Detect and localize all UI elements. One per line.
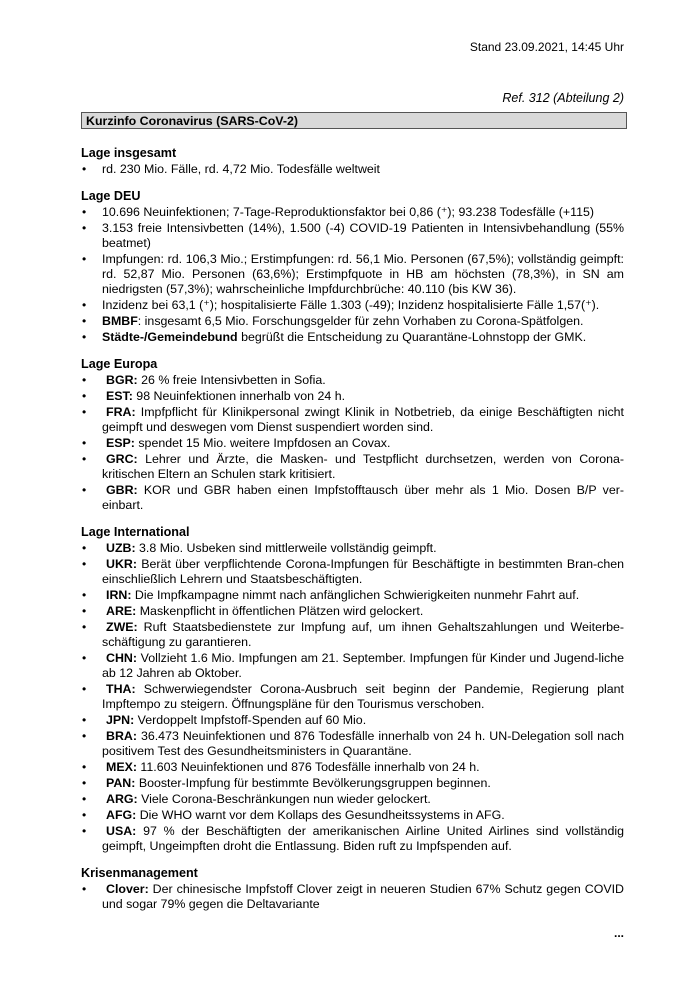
item-keyword: FRA: bbox=[106, 405, 136, 419]
item-keyword: PAN: bbox=[106, 776, 136, 790]
item-text: Schwerwiegendster Corona-Ausbruch seit beginn der Pandemie, Regierung plant Impftempo zu steigern. Öffnungspläne für den Tourismus verschoben. bbox=[102, 682, 624, 711]
bullet-icon: • bbox=[82, 808, 87, 822]
item-text: KOR und GBR haben einen Impfstofftausch über mehr als 1 Mio. Dosen B/P ver-einbart. bbox=[102, 483, 624, 512]
item-text: : insgesamt 6,5 Mio. Forschungsgelder für zehn Vorhaben zu Corona-Spätfolgen. bbox=[137, 314, 584, 328]
item-text: Vollzieht 1.6 Mio. Impfungen am 21. September. Impfungen für Kinder und Jugend-liche ab 12 Jahren ab Oktober. bbox=[102, 651, 624, 680]
item-keyword: MEX: bbox=[106, 760, 137, 774]
item-text: Verdoppelt Impfstoff-Spenden auf 60 Mio. bbox=[134, 713, 367, 727]
item-text: Ruft Staatsbedienstete zur Impfung auf, um ihnen Gehaltszahlungen und Weiterbe-schäftigung zu garantieren. bbox=[102, 620, 624, 649]
reference-line: Ref. 312 (Abteilung 2) bbox=[502, 91, 624, 105]
bullet-icon: • bbox=[82, 760, 87, 774]
section-heading: Lage Europa bbox=[81, 357, 158, 371]
list-item bbox=[81, 389, 624, 404]
bullet-list bbox=[81, 373, 624, 513]
list-item bbox=[81, 162, 624, 177]
section-heading: Krisenmanagement bbox=[81, 866, 198, 880]
item-text: 3.153 freie Intensivbetten (14%), 1.500 (-4) COVID-19 Patienten in Intensivbehandlung (55% beatmet) bbox=[102, 221, 624, 250]
item-text: Impfpflicht für Klinikpersonal zwingt Klinik in Notbetrieb, da einige Beschäftigten nicht geimpft und deswegen vom Dienst suspendiert worden sind. bbox=[102, 405, 624, 434]
item-keyword: BMBF bbox=[102, 314, 138, 328]
bullet-icon: • bbox=[82, 205, 87, 219]
item-keyword: USA: bbox=[106, 824, 137, 838]
bullet-icon: • bbox=[82, 483, 87, 497]
item-text: 3.8 Mio. Usbeken sind mittlerweile vollständig geimpft. bbox=[135, 541, 437, 555]
item-keyword: BRA: bbox=[106, 729, 137, 743]
bullet-icon: • bbox=[82, 729, 87, 743]
bullet-icon: • bbox=[82, 330, 87, 344]
item-keyword: ARG: bbox=[106, 792, 138, 806]
item-keyword: ESP: bbox=[106, 436, 135, 450]
bullet-list bbox=[81, 541, 624, 854]
bullet-icon: • bbox=[82, 604, 87, 618]
document-title: Kurzinfo Coronavirus (SARS-CoV-2) bbox=[81, 112, 627, 129]
list-item bbox=[81, 792, 624, 807]
item-text: Lehrer und Ärzte, die Masken- und Testpflicht durchsetzen, werden von Corona-kritischen Eltern an Schulen stark kritisiert. bbox=[102, 452, 624, 481]
list-item bbox=[81, 221, 624, 251]
list-item bbox=[81, 252, 624, 297]
bullet-icon: • bbox=[82, 405, 87, 419]
section-heading: Lage insgesamt bbox=[81, 146, 177, 160]
item-keyword: AFG: bbox=[106, 808, 137, 822]
bullet-icon: • bbox=[82, 882, 87, 896]
bullet-icon: • bbox=[82, 314, 87, 328]
list-item bbox=[81, 588, 624, 603]
item-keyword: IRN: bbox=[106, 588, 132, 602]
document-body bbox=[81, 146, 624, 924]
list-item bbox=[81, 483, 624, 513]
list-item bbox=[81, 436, 624, 451]
list-item bbox=[81, 452, 624, 482]
item-keyword: EST: bbox=[106, 389, 133, 403]
bullet-icon: • bbox=[82, 389, 87, 403]
list-item bbox=[81, 405, 624, 435]
item-text: Berät über verpflichtende Corona-Impfungen für Beschäftigte in bestimmten Bran-chen einschließlich Lehrern und Staatsbeschäftigten. bbox=[102, 557, 624, 586]
item-keyword: GRC: bbox=[106, 452, 138, 466]
list-item bbox=[81, 557, 624, 587]
bullet-icon: • bbox=[82, 620, 87, 634]
list-item bbox=[81, 373, 624, 388]
item-text: begrüßt die Entscheidung zu Quarantäne-Lohnstopp der GMK. bbox=[237, 330, 587, 344]
item-text: 26 % freie Intensivbetten in Sofia. bbox=[137, 373, 326, 387]
list-item bbox=[81, 298, 624, 313]
item-text: Der chinesische Impfstoff Clover zeigt in neueren Studien 67% Schutz gegen COVID und sogar 79% gegen die Deltavariante bbox=[102, 882, 624, 911]
section-heading: Lage International bbox=[81, 525, 190, 539]
list-item bbox=[81, 604, 624, 619]
item-keyword: CHN: bbox=[106, 651, 137, 665]
item-text: 11.603 Neuinfektionen und 876 Todesfälle innerhalb von 24 h. bbox=[136, 760, 480, 774]
bullet-icon: • bbox=[82, 651, 87, 665]
list-item bbox=[81, 330, 624, 345]
bullet-icon: • bbox=[82, 436, 87, 450]
list-item bbox=[81, 620, 624, 650]
item-text: Inzidenz bei 63,1 (⁺); hospitalisierte Fälle 1.303 (-49); Inzidenz hospitalisierte Fälle 1,57(⁺). bbox=[102, 298, 600, 312]
list-item bbox=[81, 541, 624, 556]
item-keyword: ARE: bbox=[106, 604, 137, 618]
item-keyword: Städte-/Gemeindebund bbox=[102, 330, 238, 344]
item-text: spendet 15 Mio. weitere Impfdosen an Covax. bbox=[134, 436, 391, 450]
item-text: Booster-Impfung für bestimmte Bevölkerungsgruppen beginnen. bbox=[135, 776, 491, 790]
item-keyword: UZB: bbox=[106, 541, 136, 555]
item-text: Viele Corona-Beschränkungen nun wieder gelockert. bbox=[137, 792, 431, 806]
list-item bbox=[81, 729, 624, 759]
list-item bbox=[81, 205, 624, 220]
bullet-icon: • bbox=[82, 776, 87, 790]
item-text: Die Impfkampagne nimmt nach anfänglichen Schwierigkeiten nunmehr Fahrt auf. bbox=[131, 588, 580, 602]
status-date: Stand 23.09.2021, 14:45 Uhr bbox=[469, 40, 624, 54]
item-keyword: GBR: bbox=[106, 483, 138, 497]
bullet-list bbox=[81, 205, 624, 345]
continuation-mark: ... bbox=[613, 926, 624, 940]
bullet-icon: • bbox=[82, 557, 87, 571]
list-item bbox=[81, 760, 624, 775]
bullet-icon: • bbox=[82, 452, 87, 466]
item-text: Maskenpflicht in öffentlichen Plätzen wird gelockert. bbox=[136, 604, 424, 618]
item-text: 98 Neuinfektionen innerhalb von 24 h. bbox=[132, 389, 346, 403]
item-text: 10.696 Neuinfektionen; 7-Tage-Reproduktionsfaktor bei 0,86 (⁺); 93.238 Todesfälle (+115) bbox=[102, 205, 595, 219]
bullet-icon: • bbox=[82, 541, 87, 555]
bullet-icon: • bbox=[82, 252, 87, 266]
list-item bbox=[81, 314, 624, 329]
bullet-icon: • bbox=[82, 792, 87, 806]
item-text: Impfungen: rd. 106,3 Mio.; Erstimpfungen: rd. 56,1 Mio. Personen (67,5%); vollständig geimpft: rd. 52,87 Mio. Personen (63,6%); Erstimpfquote in HB am höchsten (78,3%), in SN am niedrigsten (57,3%); wahrscheinliche Impfdurchbrüche: 40.110 (bis KW 36). bbox=[102, 252, 624, 296]
list-item bbox=[81, 882, 624, 912]
list-item bbox=[81, 808, 624, 823]
item-text: rd. 230 Mio. Fälle, rd. 4,72 Mio. Todesfälle weltweit bbox=[102, 162, 381, 176]
item-text: 36.473 Neuinfektionen und 876 Todesfälle innerhalb von 24 h. UN-Delegation soll nach positivem Test des Gesundheitsministers in Quarantäne. bbox=[102, 729, 624, 758]
bullet-list bbox=[81, 882, 624, 912]
item-keyword: ZWE: bbox=[106, 620, 138, 634]
bullet-icon: • bbox=[82, 373, 87, 387]
list-item bbox=[81, 824, 624, 854]
list-item bbox=[81, 651, 624, 681]
bullet-icon: • bbox=[82, 298, 87, 312]
bullet-icon: • bbox=[82, 682, 87, 696]
item-keyword: THA: bbox=[106, 682, 136, 696]
bullet-icon: • bbox=[82, 221, 87, 235]
list-item bbox=[81, 713, 624, 728]
bullet-icon: • bbox=[82, 162, 87, 176]
item-keyword: BGR: bbox=[106, 373, 138, 387]
item-text: 97 % der Beschäftigten der amerikanischen Airline United Airlines sind vollständig geimpft, Ungeimpften droht die Entlassung. Biden ruft zu Impfspenden auf. bbox=[102, 824, 624, 853]
bullet-icon: • bbox=[82, 713, 87, 727]
item-keyword: JPN: bbox=[106, 713, 135, 727]
section-heading: Lage DEU bbox=[81, 189, 141, 203]
item-text: Die WHO warnt vor dem Kollaps des Gesundheitssystems in AFG. bbox=[136, 808, 505, 822]
item-keyword: UKR: bbox=[106, 557, 137, 571]
list-item bbox=[81, 682, 624, 712]
bullet-list bbox=[81, 162, 624, 177]
list-item bbox=[81, 776, 624, 791]
item-keyword: Clover: bbox=[106, 882, 149, 896]
bullet-icon: • bbox=[82, 588, 87, 602]
bullet-icon: • bbox=[82, 824, 87, 838]
